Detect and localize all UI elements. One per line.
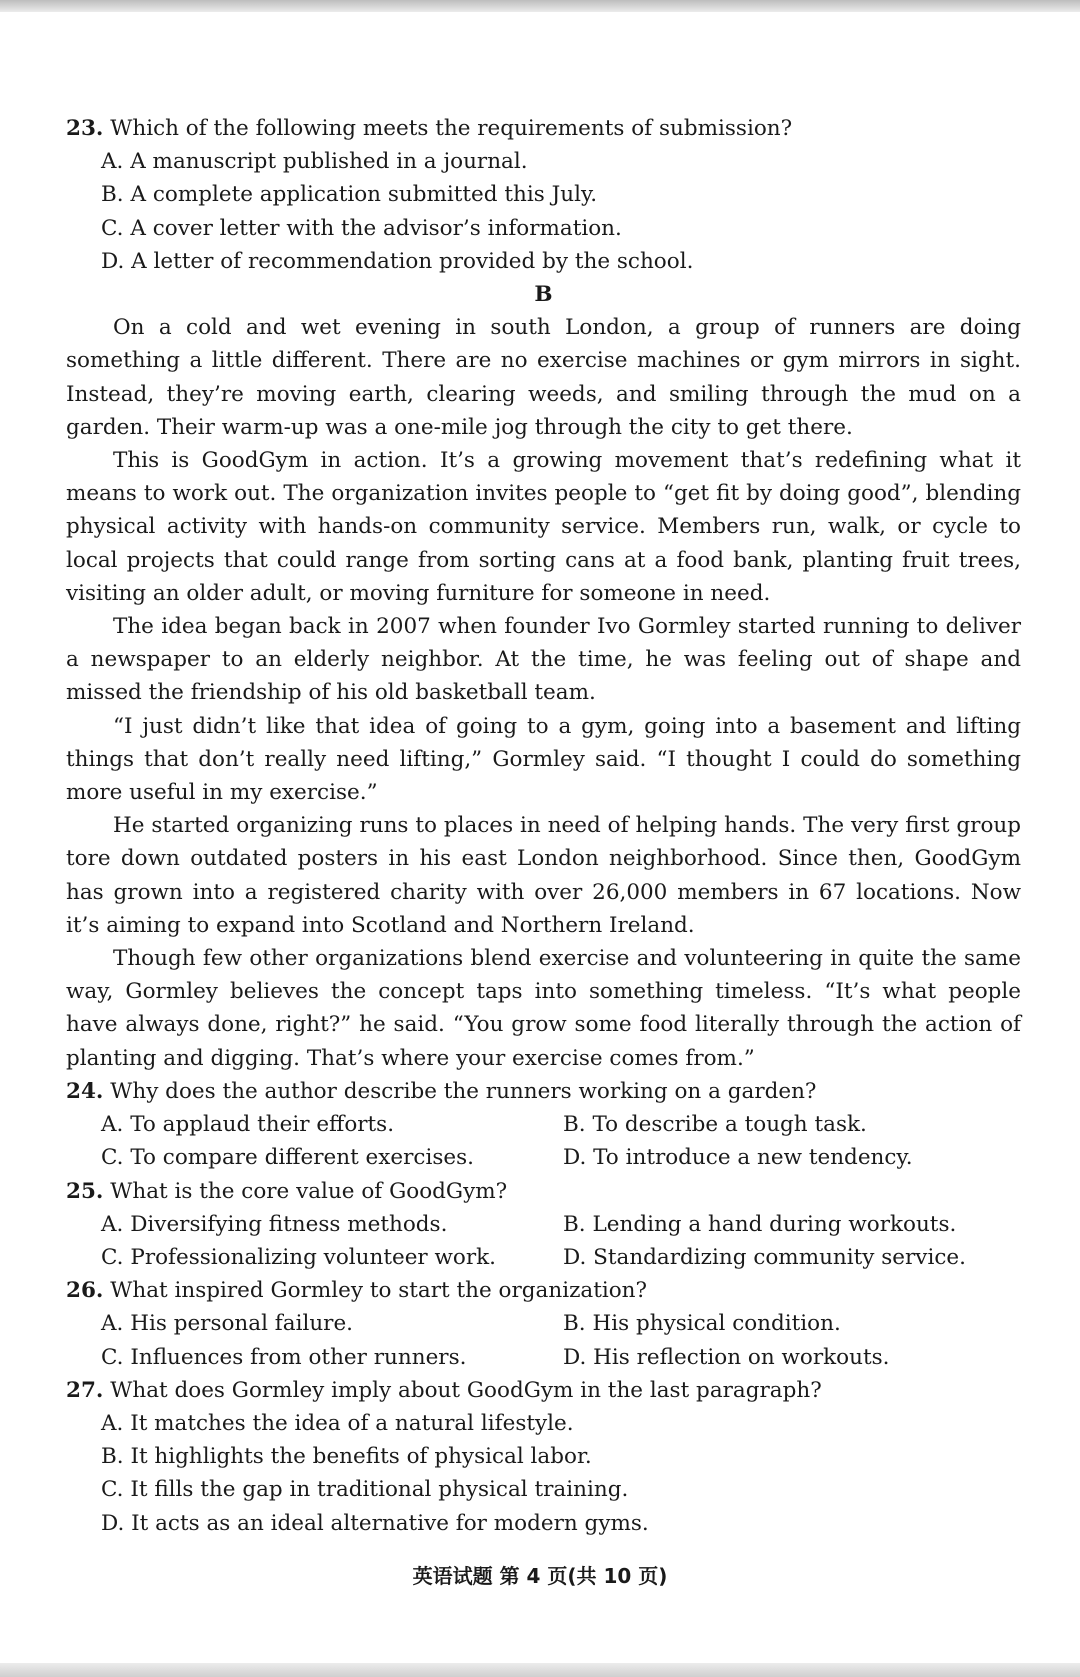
question-26 xyxy=(66,1274,1021,1307)
question-27 xyxy=(66,1374,1021,1407)
option-b: B. Lending a hand during workouts. xyxy=(563,1211,957,1237)
options-grid xyxy=(66,1108,1021,1174)
option-a: A. Diversifying fitness methods. xyxy=(101,1211,448,1237)
option-b: B. His physical condition. xyxy=(563,1311,841,1337)
option-d: D. It acts as an ideal alternative for modern gyms. xyxy=(101,1510,649,1536)
option-d: D. To introduce a new tendency. xyxy=(563,1145,913,1171)
option-a: A. His personal failure. xyxy=(101,1311,354,1337)
question-number: 27. xyxy=(66,1377,104,1403)
passage-paragraph: Though few other organizations blend exercise and volunteering in quite the same way, Gormley believes the concept taps into something timeless. “It’s what people have always done, right?” he said. “You grow some food literally through the action of planting and digging. That’s where your exercise comes from.” xyxy=(66,946,1021,1071)
option-c: C. Influences from other runners. xyxy=(101,1344,467,1370)
question-23 xyxy=(66,112,1021,145)
section-heading: B xyxy=(534,282,553,308)
option-b: B. It highlights the benefits of physical labor. xyxy=(101,1444,592,1470)
option-d: D. His reflection on workouts. xyxy=(563,1344,890,1370)
question-text: Which of the following meets the requirements of submission? xyxy=(110,116,793,141)
question-number: 25. xyxy=(66,1178,104,1204)
passage-paragraph: He started organizing runs to places in need of helping hands. The very first group tore down outdated posters in his east London neighborhood. Since then, GoodGym has grown into a registered charity with over 26,000 members in 67 locations. Now it’s aiming to expand into Scotland and Northern Ireland. xyxy=(66,813,1021,938)
exam-page xyxy=(66,112,1021,1540)
question-number: 23. xyxy=(66,116,104,141)
question-25 xyxy=(66,1175,1021,1208)
option-c: C. It fills the gap in traditional physical training. xyxy=(101,1477,629,1503)
option-d: D. Standardizing community service. xyxy=(563,1244,966,1270)
page-footer: 英语试题 第 4 页(共 10 页) xyxy=(412,1564,668,1588)
question-text: What is the core value of GoodGym? xyxy=(110,1178,508,1204)
option-a: A. A manuscript published in a journal. xyxy=(101,149,528,175)
option-b: B. A complete application submitted this July. xyxy=(101,182,598,208)
option-d: D. A letter of recommendation provided by the school. xyxy=(101,248,694,274)
option-c: C. To compare different exercises. xyxy=(101,1145,474,1171)
passage-paragraph: “I just didn’t like that idea of going to a gym, going into a basement and lifting things that don’t really need lifting,” Gormley said. “I thought I could do something more useful in my exercise.” xyxy=(66,713,1021,806)
passage-paragraph: This is GoodGym in action. It’s a growing movement that’s redefining what it means to work out. The organization invites people to “get fit by doing good”, blending physical activity with hands-on community service. Members run, walk, or cycle to local projects that could range from sorting cans at a food bank, planting fruit trees, visiting an older adult, or moving furniture for someone in need. xyxy=(66,448,1021,606)
question-number: 24. xyxy=(66,1078,104,1104)
question-text: Why does the author describe the runners working on a garden? xyxy=(110,1078,817,1104)
question-text: What does Gormley imply about GoodGym in the last paragraph? xyxy=(110,1377,822,1403)
passage-paragraph: On a cold and wet evening in south London, a group of runners are doing something a little different. There are no exercise machines or gym mirrors in sight. Instead, they’re moving earth, clearing weeds, and smiling through the mud on a garden. Their warm-up was a one-mile jog through the city to get there. xyxy=(66,315,1021,440)
option-b: B. To describe a tough task. xyxy=(563,1112,867,1138)
option-a: A. To applaud their efforts. xyxy=(101,1112,395,1138)
scan-bottom-edge xyxy=(0,1663,1080,1677)
scan-top-edge xyxy=(0,0,1080,12)
options-grid xyxy=(66,1307,1021,1373)
passage-paragraph: The idea began back in 2007 when founder Ivo Gormley started running to deliver a newspaper to an elderly neighbor. At the time, he was feeling out of shape and missed the friendship of his old basketball team. xyxy=(66,614,1021,706)
question-24 xyxy=(66,1075,1021,1108)
option-c: C. A cover letter with the advisor’s information. xyxy=(101,215,622,241)
question-number: 26. xyxy=(66,1278,104,1304)
option-a: A. It matches the idea of a natural lifestyle. xyxy=(101,1410,574,1436)
option-c: C. Professionalizing volunteer work. xyxy=(101,1244,497,1270)
question-text: What inspired Gormley to start the organization? xyxy=(110,1278,648,1304)
options-grid xyxy=(66,1208,1021,1274)
